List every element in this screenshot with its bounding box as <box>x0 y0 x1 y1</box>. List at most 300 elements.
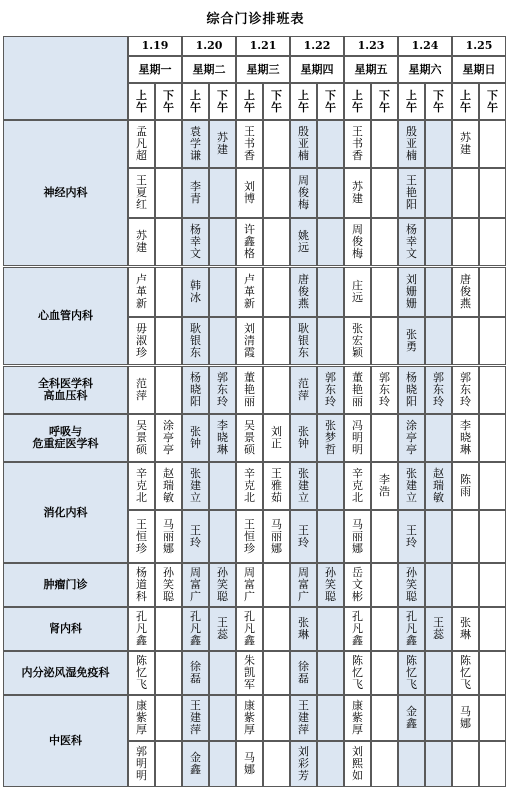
schedule-cell-text: 殷 亚 楠 <box>298 125 309 162</box>
schedule-cell <box>263 414 290 462</box>
schedule-cell <box>182 462 209 510</box>
schedule-cell <box>209 695 236 741</box>
schedule-cell <box>452 741 479 787</box>
schedule-cell-text: 董 艳 丽 <box>244 371 255 408</box>
schedule-cell-text: 张 琳 <box>460 616 471 641</box>
department-name-text: 呼吸与 危重症医学科 <box>32 425 99 450</box>
schedule-cell-text: 王 蕊 <box>433 616 444 641</box>
schedule-cell <box>182 366 209 414</box>
schedule-cell-text: 岳 文 彬 <box>352 566 363 603</box>
page-title: 综合门诊排班表 <box>206 12 305 27</box>
schedule-cell <box>398 317 425 365</box>
schedule-cell <box>452 218 479 266</box>
schedule-cell <box>371 563 398 607</box>
schedule-cell <box>263 607 290 651</box>
schedule-cell-text: 范 萍 <box>298 377 309 402</box>
schedule-cell <box>479 366 506 414</box>
schedule-cell-text: 马 娜 <box>244 751 255 776</box>
schedule-cell <box>155 510 182 563</box>
schedule-cell <box>209 366 236 414</box>
schedule-cell-text: 袁 学 谦 <box>190 125 201 162</box>
schedule-cell-text: 王 夏 红 <box>136 174 147 211</box>
schedule-cell <box>236 168 263 218</box>
schedule-cell-text: 唐 俊 燕 <box>460 273 471 310</box>
schedule-cell <box>452 695 479 741</box>
schedule-cell <box>209 651 236 695</box>
schedule-cell <box>452 267 479 317</box>
schedule-cell <box>344 317 371 365</box>
schedule-cell-text: 韩 冰 <box>190 279 201 304</box>
schedule-cell <box>290 120 317 168</box>
schedule-cell <box>236 120 263 168</box>
schedule-cell-text: 王 玲 <box>298 523 309 549</box>
date-header <box>290 36 344 56</box>
schedule-cell-text: 陈 雨 <box>460 473 471 498</box>
schedule-cell-text: 杨 晓 阳 <box>406 371 417 408</box>
schedule-cell <box>317 317 344 365</box>
schedule-cell <box>398 218 425 266</box>
schedule-cell <box>371 651 398 695</box>
schedule-cell <box>317 120 344 168</box>
schedule-cell <box>182 607 209 651</box>
schedule-cell-text: 王 玲 <box>406 523 417 549</box>
schedule-cell <box>344 510 371 563</box>
schedule-cell <box>290 168 317 218</box>
schedule-cell-text: 康 紫 厚 <box>244 699 255 736</box>
schedule-cell <box>155 218 182 266</box>
schedule-cell <box>344 366 371 414</box>
schedule-cell <box>425 563 452 607</box>
schedule-cell <box>425 317 452 365</box>
schedule-cell <box>182 267 209 317</box>
session-header <box>425 83 452 120</box>
department-name <box>3 651 128 695</box>
schedule-cell <box>182 741 209 787</box>
schedule-cell <box>128 510 155 563</box>
schedule-cell-text: 王 建 萍 <box>190 699 201 736</box>
weekday-header-text: 星期三 <box>246 62 280 76</box>
schedule-cell-text: 徐 磊 <box>298 660 309 685</box>
date-header-text: 1.25 <box>465 39 493 52</box>
schedule-cell <box>425 695 452 741</box>
schedule-cell-text: 李 晓 琳 <box>460 419 471 456</box>
schedule-cell <box>452 651 479 695</box>
schedule-cell <box>128 651 155 695</box>
schedule-cell <box>155 695 182 741</box>
session-header <box>290 83 317 120</box>
schedule-cell-text: 许 鑫 格 <box>244 223 255 260</box>
schedule-cell-text: 李 青 <box>190 180 201 205</box>
schedule-cell <box>479 510 506 563</box>
schedule-cell-text: 刘 彩 芳 <box>298 745 309 782</box>
schedule-cell <box>317 651 344 695</box>
date-header-text: 1.24 <box>411 39 439 52</box>
schedule-cell <box>317 267 344 317</box>
schedule-cell <box>128 462 155 510</box>
schedule-cell-text: 董 艳 丽 <box>352 371 363 408</box>
schedule-cell <box>344 414 371 462</box>
schedule-cell-text: 马 丽 娜 <box>163 517 174 555</box>
schedule-cell-text: 李 浩 <box>379 473 390 498</box>
schedule-cell <box>425 462 452 510</box>
schedule-cell-text: 王 书 香 <box>352 125 363 162</box>
schedule-cell-text: 陈 忆 飞 <box>460 654 471 691</box>
schedule-cell-text: 冯 明 明 <box>352 419 363 456</box>
schedule-cell <box>263 218 290 266</box>
schedule-cell <box>371 317 398 365</box>
schedule-cell <box>479 651 506 695</box>
schedule-cell <box>128 563 155 607</box>
session-header-text: 下 午 <box>163 88 174 114</box>
schedule-cell-text: 张 建 立 <box>298 467 309 504</box>
schedule-cell <box>236 510 263 563</box>
schedule-cell <box>371 510 398 563</box>
schedule-cell-text: 李 晓 琳 <box>217 419 228 456</box>
schedule-cell-text: 孔 凡 鑫 <box>190 610 201 647</box>
schedule-cell <box>209 120 236 168</box>
schedule-cell <box>182 317 209 365</box>
schedule-cell-text: 卢 革 新 <box>136 273 147 310</box>
schedule-cell-text: 唐 俊 燕 <box>298 273 309 310</box>
schedule-cell <box>317 414 344 462</box>
schedule-cell <box>182 168 209 218</box>
schedule-cell <box>155 414 182 462</box>
schedule-cell <box>209 168 236 218</box>
schedule-cell <box>371 607 398 651</box>
schedule-cell <box>479 741 506 787</box>
schedule-cell <box>128 607 155 651</box>
schedule-cell <box>263 120 290 168</box>
schedule-cell <box>182 563 209 607</box>
session-header <box>371 83 398 120</box>
schedule-cell-text: 孙 笑 聪 <box>217 566 228 603</box>
schedule-cell-text: 毋 淑 珍 <box>136 322 147 359</box>
schedule-cell <box>344 462 371 510</box>
schedule-cell-text: 涂 亭 亭 <box>163 419 174 456</box>
department-name <box>3 607 128 651</box>
schedule-cell <box>209 462 236 510</box>
schedule-cell <box>398 267 425 317</box>
schedule-cell <box>425 741 452 787</box>
schedule-cell <box>155 462 182 510</box>
schedule-cell <box>236 563 263 607</box>
schedule-cell <box>425 218 452 266</box>
session-header <box>155 83 182 120</box>
schedule-cell-text: 姚 远 <box>298 229 309 254</box>
schedule-cell-text: 孙 笑 聪 <box>406 566 417 603</box>
schedule-cell <box>479 168 506 218</box>
schedule-cell-text: 徐 磊 <box>190 660 201 685</box>
schedule-cell <box>155 563 182 607</box>
schedule-cell <box>425 651 452 695</box>
schedule-cell <box>398 120 425 168</box>
department-name-text: 肾内科 <box>49 622 82 635</box>
schedule-cell <box>209 317 236 365</box>
schedule-cell <box>344 218 371 266</box>
schedule-cell <box>155 267 182 317</box>
schedule-cell-text: 金 鑫 <box>406 705 417 730</box>
weekday-header <box>398 56 452 83</box>
session-header <box>452 83 479 120</box>
schedule-cell <box>182 120 209 168</box>
schedule-cell-text: 孟 凡 超 <box>136 125 147 162</box>
schedule-cell-text: 孔 凡 鑫 <box>244 610 255 647</box>
schedule-cell <box>236 366 263 414</box>
schedule-cell-text: 苏 建 <box>352 180 363 205</box>
schedule-cell-text: 赵 瑞 敏 <box>163 467 174 504</box>
department-name-text: 全科医学科 高血压科 <box>38 377 93 402</box>
schedule-cell <box>344 695 371 741</box>
schedule-cell-text: 朱 凯 军 <box>244 654 255 691</box>
schedule-cell <box>236 267 263 317</box>
schedule-cell <box>398 651 425 695</box>
session-header-text: 上 午 <box>244 88 255 114</box>
schedule-cell <box>398 510 425 563</box>
schedule-cell <box>236 741 263 787</box>
schedule-cell-text: 庄 远 <box>352 279 363 304</box>
schedule-cell-text: 康 紫 厚 <box>136 699 147 736</box>
schedule-cell <box>290 462 317 510</box>
schedule-cell-text: 郭 明 明 <box>136 745 147 782</box>
schedule-cell <box>155 366 182 414</box>
date-header-text: 1.20 <box>195 39 223 52</box>
department-name <box>3 695 128 787</box>
session-header-text: 下 午 <box>325 88 336 114</box>
department-name-text: 神经内科 <box>43 186 88 199</box>
schedule-cell <box>371 267 398 317</box>
schedule-cell <box>479 414 506 462</box>
schedule-cell-text: 郭 东 玲 <box>325 371 336 408</box>
schedule-cell-text: 周 富 广 <box>190 566 201 603</box>
schedule-cell <box>290 267 317 317</box>
session-header <box>479 83 506 120</box>
schedule-cell <box>290 218 317 266</box>
department-name-text: 肿瘤门诊 <box>43 578 88 591</box>
weekday-header <box>290 56 344 83</box>
schedule-cell-text: 刘 正 <box>271 425 282 450</box>
session-header-text: 上 午 <box>298 88 309 114</box>
schedule-cell <box>317 366 344 414</box>
department-name-text: 中医科 <box>49 734 82 747</box>
weekday-header <box>128 56 182 83</box>
schedule-cell <box>317 695 344 741</box>
schedule-cell-text: 陈 忆 飞 <box>406 654 417 691</box>
schedule-cell-text: 耿 银 东 <box>190 322 201 359</box>
schedule-cell <box>182 414 209 462</box>
schedule-cell <box>344 741 371 787</box>
schedule-cell <box>452 462 479 510</box>
schedule-cell <box>209 741 236 787</box>
schedule-cell-text: 张 宏 颖 <box>352 322 363 359</box>
schedule-cell <box>263 563 290 607</box>
schedule-cell-text: 王 艳 阳 <box>406 174 417 211</box>
schedule-cell <box>452 563 479 607</box>
schedule-cell <box>479 695 506 741</box>
weekday-header-text: 星期二 <box>192 62 226 76</box>
department-name <box>3 462 128 563</box>
schedule-cell-text: 孔 凡 鑫 <box>136 610 147 647</box>
schedule-cell <box>236 218 263 266</box>
date-header <box>398 36 452 56</box>
schedule-cell-text: 郭 东 玲 <box>379 371 390 408</box>
schedule-cell <box>128 317 155 365</box>
schedule-cell <box>371 695 398 741</box>
schedule-cell <box>344 168 371 218</box>
schedule-cell <box>209 510 236 563</box>
date-header <box>182 36 236 56</box>
weekday-header-text: 星期日 <box>462 62 496 76</box>
schedule-cell-text: 王 蕊 <box>217 616 228 641</box>
schedule-cell <box>290 563 317 607</box>
schedule-cell <box>290 651 317 695</box>
weekday-header-text: 星期五 <box>354 62 388 76</box>
department-name <box>3 563 128 607</box>
schedule-cell <box>452 168 479 218</box>
session-header-text: 上 午 <box>190 88 201 114</box>
schedule-cell <box>317 510 344 563</box>
schedule-cell <box>425 168 452 218</box>
schedule-cell <box>236 607 263 651</box>
schedule-cell <box>128 168 155 218</box>
schedule-cell <box>344 607 371 651</box>
schedule-cell-text: 苏 建 <box>136 229 147 254</box>
schedule-cell <box>263 366 290 414</box>
schedule-cell <box>263 510 290 563</box>
schedule-cell <box>263 651 290 695</box>
session-header <box>128 83 155 120</box>
schedule-cell-text: 张 建 立 <box>406 467 417 504</box>
session-header-text: 上 午 <box>460 88 471 114</box>
schedule-cell <box>452 317 479 365</box>
schedule-cell-text: 王 书 香 <box>244 125 255 162</box>
schedule-cell-text: 辛 克 北 <box>352 467 363 504</box>
schedule-cell <box>236 651 263 695</box>
schedule-cell-text: 王 恒 珍 <box>244 517 255 555</box>
schedule-cell <box>479 563 506 607</box>
schedule-cell <box>155 317 182 365</box>
schedule-cell <box>479 607 506 651</box>
schedule-cell-text: 陈 忆 飞 <box>352 654 363 691</box>
schedule-cell-text: 郭 东 玲 <box>217 371 228 408</box>
schedule-cell <box>155 607 182 651</box>
schedule-cell <box>479 317 506 365</box>
date-header-text: 1.19 <box>141 39 169 52</box>
date-header <box>236 36 290 56</box>
schedule-cell-text: 王 建 萍 <box>298 699 309 736</box>
schedule-cell <box>128 695 155 741</box>
schedule-cell <box>128 414 155 462</box>
schedule-cell <box>209 563 236 607</box>
schedule-cell <box>263 317 290 365</box>
schedule-cell <box>371 366 398 414</box>
schedule-cell-text: 周 俊 梅 <box>298 174 309 211</box>
schedule-cell-text: 马 丽 娜 <box>352 517 363 555</box>
schedule-cell <box>398 366 425 414</box>
schedule-cell <box>128 218 155 266</box>
schedule-cell <box>209 607 236 651</box>
schedule-cell <box>371 120 398 168</box>
schedule-cell <box>479 267 506 317</box>
schedule-cell-text: 耿 银 东 <box>298 322 309 359</box>
session-header <box>236 83 263 120</box>
session-header-text: 上 午 <box>352 88 363 114</box>
schedule-cell <box>344 120 371 168</box>
schedule-cell <box>398 607 425 651</box>
schedule-cell <box>236 414 263 462</box>
schedule-cell <box>182 218 209 266</box>
session-header-text: 下 午 <box>271 88 282 114</box>
schedule-cell <box>155 120 182 168</box>
schedule-cell-text: 苏 建 <box>217 131 228 156</box>
schedule-cell-text: 吴 景 硕 <box>244 419 255 456</box>
schedule-cell <box>452 607 479 651</box>
department-name-text: 消化内科 <box>43 505 88 519</box>
schedule-cell-text: 刘 清 霞 <box>244 322 255 359</box>
date-header-text: 1.23 <box>357 39 385 52</box>
schedule-cell <box>344 267 371 317</box>
schedule-cell <box>371 218 398 266</box>
schedule-cell <box>425 267 452 317</box>
session-header <box>344 83 371 120</box>
schedule-cell-text: 苏 建 <box>460 131 471 156</box>
schedule-cell-text: 刘 姗 姗 <box>406 273 417 310</box>
schedule-cell-text: 张 建 立 <box>190 467 201 504</box>
schedule-cell <box>398 563 425 607</box>
schedule-cell <box>398 168 425 218</box>
schedule-cell <box>209 218 236 266</box>
schedule-cell-text: 孙 笑 聪 <box>163 566 174 603</box>
schedule-cell-text: 马 娜 <box>460 705 471 730</box>
schedule-cell <box>425 414 452 462</box>
schedule-cell-text: 涂 亭 亭 <box>406 419 417 456</box>
schedule-cell <box>479 120 506 168</box>
schedule-cell <box>128 366 155 414</box>
department-name <box>3 414 128 462</box>
schedule-cell <box>371 414 398 462</box>
schedule-cell-text: 郭 东 玲 <box>460 371 471 408</box>
weekday-header <box>182 56 236 83</box>
department-name-text: 内分泌风湿免疫科 <box>21 666 110 679</box>
schedule-cell <box>479 218 506 266</box>
schedule-cell-text: 周 富 广 <box>298 566 309 603</box>
schedule-cell <box>398 462 425 510</box>
schedule-cell <box>344 651 371 695</box>
schedule-cell <box>263 695 290 741</box>
schedule-cell <box>452 120 479 168</box>
schedule-cell <box>317 741 344 787</box>
department-name <box>3 267 128 365</box>
schedule-cell <box>236 695 263 741</box>
session-header-text: 下 午 <box>487 88 498 114</box>
schedule-cell-text: 金 鑫 <box>190 751 201 776</box>
schedule-cell-text: 辛 克 北 <box>244 467 255 504</box>
schedule-cell-text: 张 勇 <box>406 328 417 353</box>
schedule-cell-text: 康 紫 厚 <box>352 699 363 736</box>
schedule-cell <box>425 366 452 414</box>
weekday-header <box>236 56 290 83</box>
schedule-cell-text: 杨 幸 文 <box>406 223 417 260</box>
schedule-cell <box>479 462 506 510</box>
schedule-cell <box>263 462 290 510</box>
schedule-cell-text: 杨 晓 阳 <box>190 371 201 408</box>
schedule-cell <box>317 168 344 218</box>
schedule-cell <box>344 563 371 607</box>
session-header <box>317 83 344 120</box>
schedule-cell <box>398 741 425 787</box>
schedule-cell <box>317 462 344 510</box>
schedule-cell <box>452 414 479 462</box>
schedule-cell <box>398 695 425 741</box>
